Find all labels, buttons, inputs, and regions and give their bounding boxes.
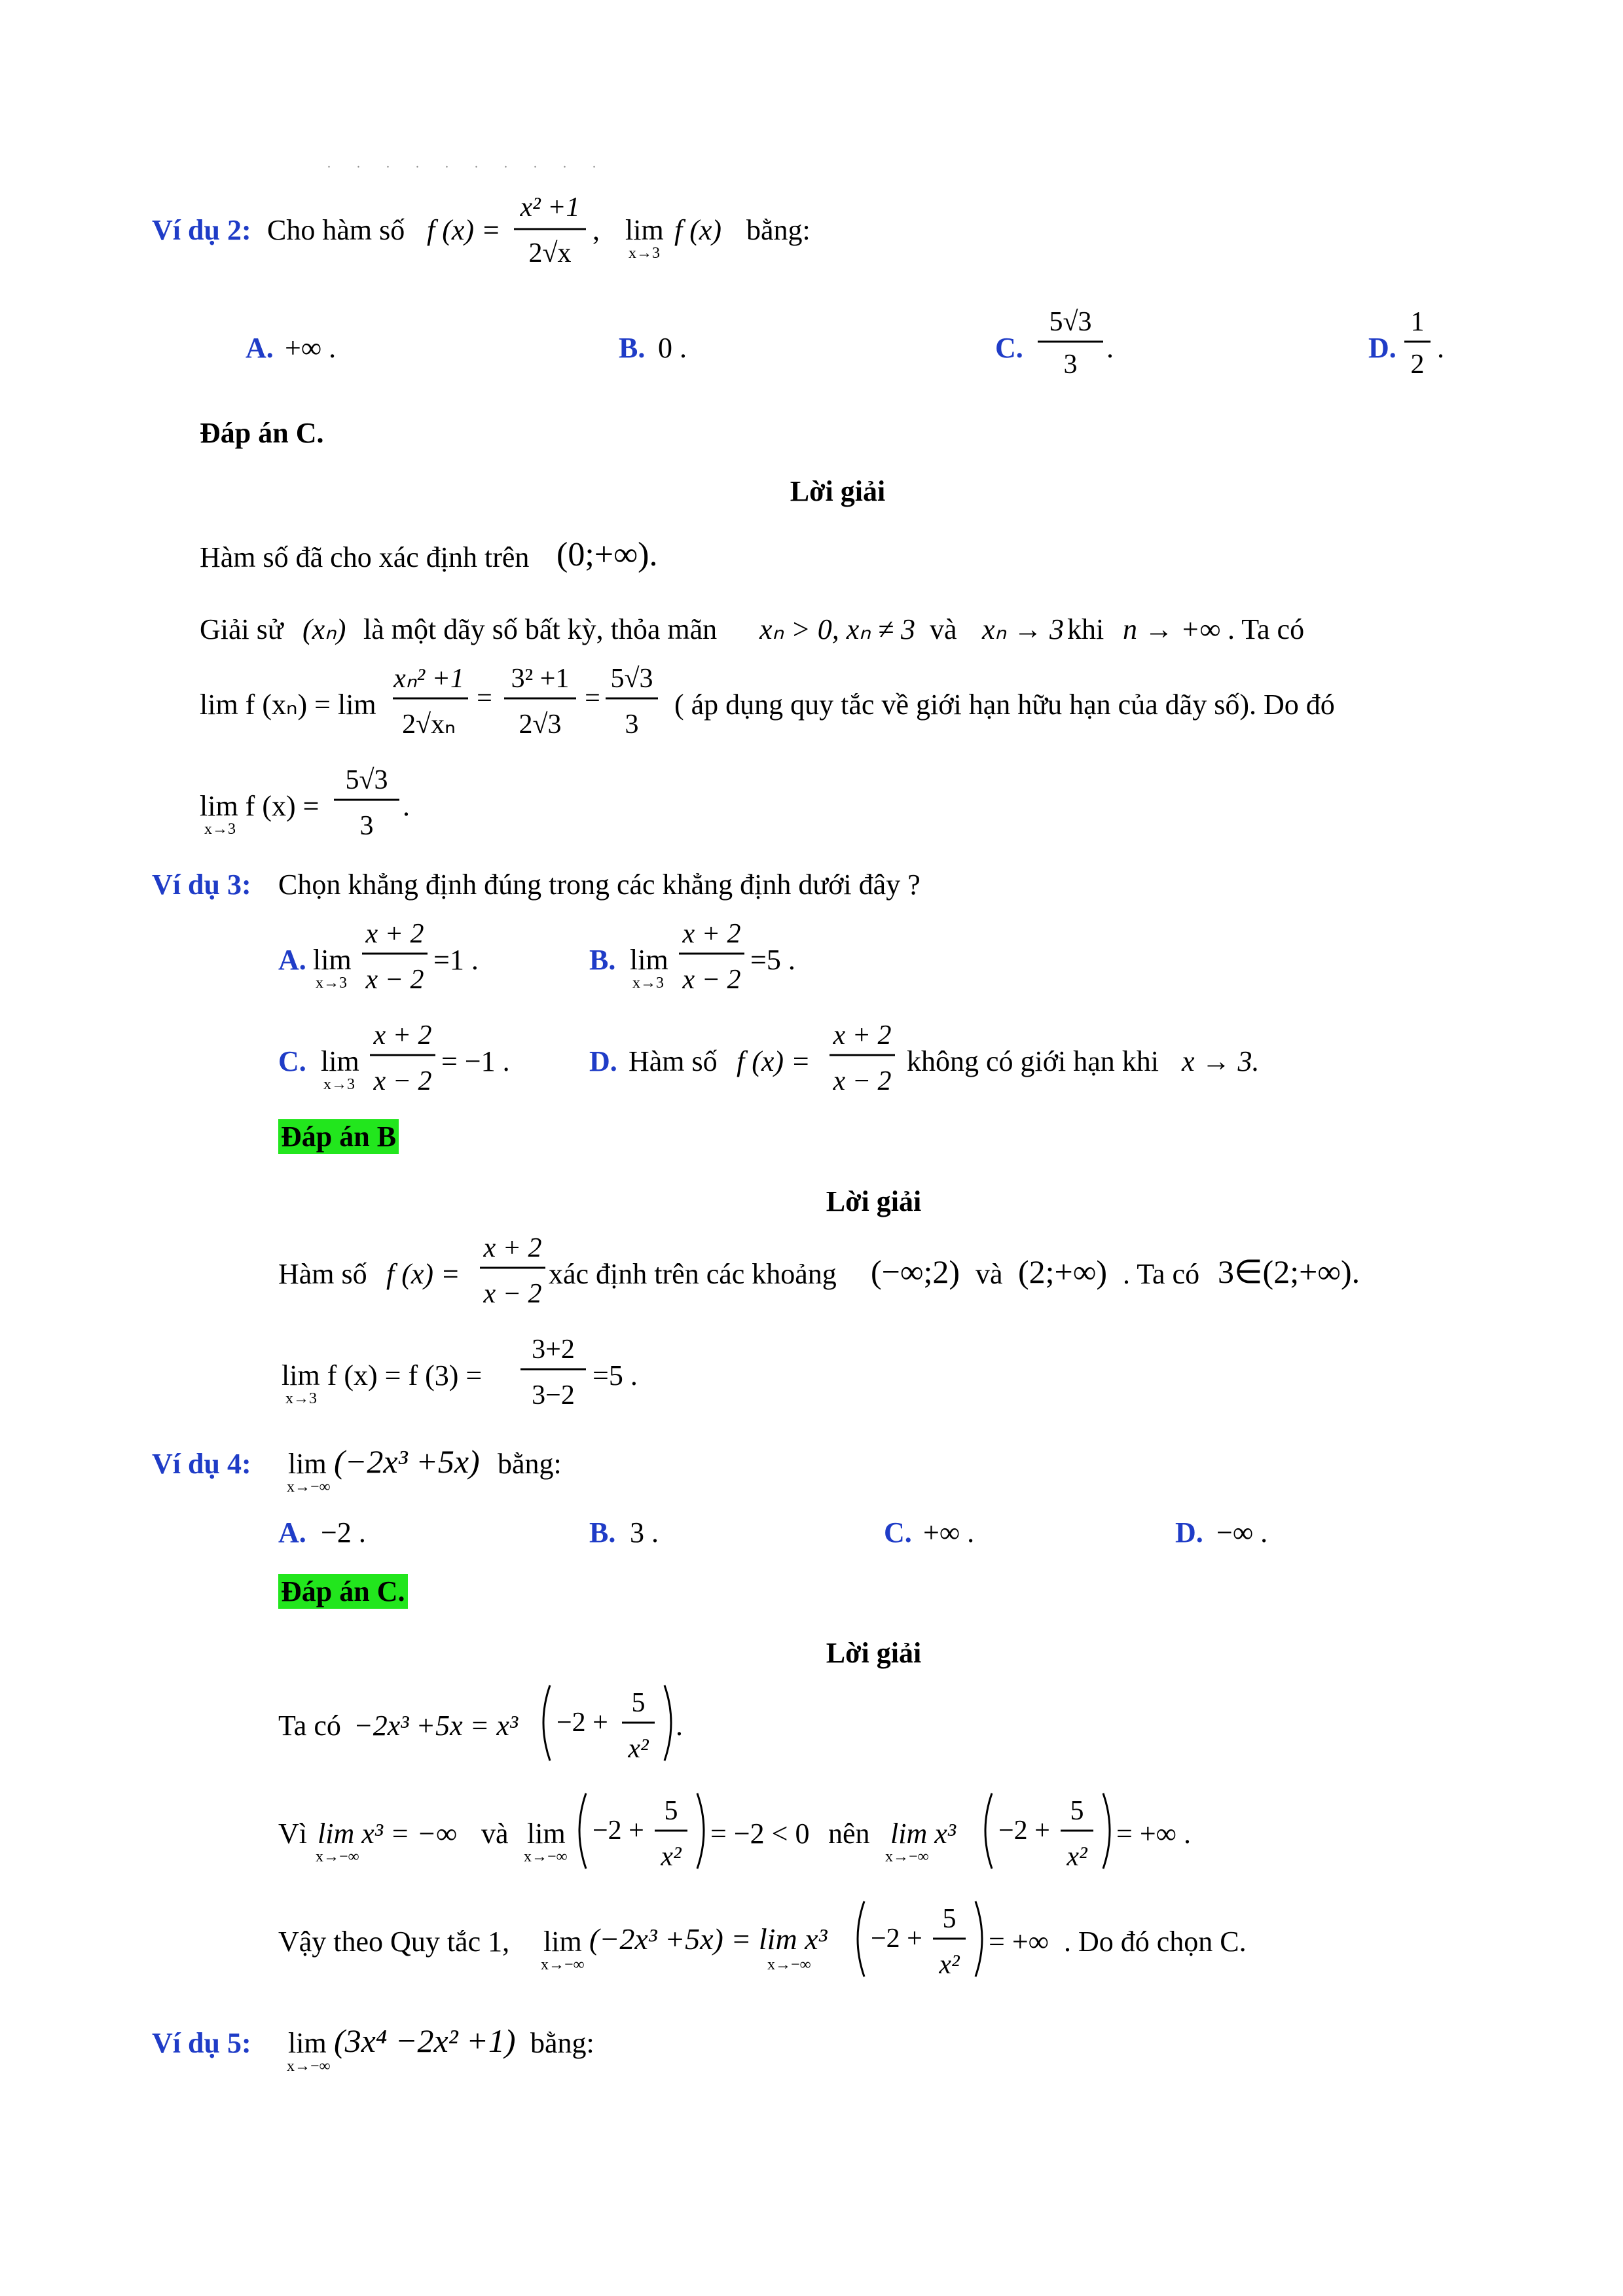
ex4-tail: bằng:: [498, 1448, 562, 1480]
ex3-opt-b-lim: lim: [630, 944, 668, 976]
ex2-sol-line4-sub: x→3: [204, 821, 236, 838]
ex4-opt-b: 3 .: [630, 1516, 659, 1549]
ex3-sol-line1-c: và: [976, 1258, 1003, 1290]
ex3-sol-line1-fraction: [477, 1227, 549, 1312]
ex3-opt-c-fraction: [367, 1014, 439, 1100]
ex4-sol-line1-end: .: [676, 1710, 683, 1742]
ex2-lim-sub: x→3: [629, 245, 660, 262]
ex3-opt-a-label: A.: [278, 944, 306, 976]
ex2-opt-d-label: D.: [1368, 332, 1396, 364]
ex2-sol-line2-e: và: [930, 613, 957, 645]
ex4-opt-c-label: C.: [884, 1516, 912, 1549]
ex3-opt-b-den: x − 2: [682, 965, 741, 995]
ex4-sol-line2-num2: 5: [1070, 1796, 1084, 1826]
ex2-sol-line4-lhs: lim f (x) =: [200, 790, 319, 822]
ex2-frac-num: x² +1: [520, 192, 580, 223]
ex3-sol-line2-num: 3+2: [532, 1335, 575, 1365]
ex2-opt-c-fraction: [1034, 301, 1106, 386]
ex2-sol-frac1-den: 2√xₙ: [402, 709, 456, 740]
ex4-sol-line3-den: x²: [939, 1950, 960, 1980]
ex2-sol-line4-dot: .: [403, 790, 410, 822]
ex4-sol-line3-c: (−2x³ +5x) = lim x³: [589, 1922, 828, 1956]
ex4-sol-line3-e: = +∞: [989, 1926, 1049, 1958]
ex2-sol-frac2-num: 3² +1: [511, 664, 570, 694]
ex3-opt-c-sub: x→3: [323, 1076, 355, 1093]
ex4-sol-line3-bracket: [851, 1898, 995, 1983]
ex3-sol-line1-a: Hàm số: [278, 1258, 367, 1290]
ex3-sol-line2-rhs: =5 .: [593, 1359, 638, 1391]
ex4-opt-a-label: A.: [278, 1516, 306, 1549]
ex3-opt-b-num: x + 2: [682, 919, 741, 949]
ex4-sol-line2-den2: x²: [1067, 1842, 1087, 1872]
ex3-text: Chọn khẳng định đúng trong các khẳng định dưới đây ?: [278, 869, 921, 901]
ex2-sol-frac1-num: xₙ² +1: [393, 664, 464, 694]
ex4-opt-a: −2 .: [321, 1516, 366, 1549]
ex3-solution-title: Lời giải: [826, 1185, 922, 1217]
ex4-sol-line2-i: −2 +: [998, 1816, 1050, 1846]
ex2-sol-line2-d: xₙ > 0, xₙ ≠ 3: [759, 613, 915, 645]
ex4-answer: [278, 1577, 408, 1606]
ex3-opt-d-fraction: [826, 1014, 898, 1100]
ex4-sol-line3-b: lim: [543, 1926, 582, 1958]
ex4-opt-c: +∞ .: [923, 1516, 975, 1549]
ex3-sol-line1-i2: (2;+∞): [1018, 1253, 1108, 1290]
ex4-lim: lim: [288, 1448, 327, 1480]
ex4-sol-line2-a: Vì: [278, 1818, 307, 1850]
ex4-sol-line3-sub2: x→−∞: [767, 1956, 811, 1973]
ex3-opt-d-label: D.: [589, 1045, 617, 1077]
ex4-sol-line3-a: Vậy theo Quy tắc 1,: [278, 1926, 510, 1958]
ex3-opt-a-rhs: =1 .: [433, 944, 479, 976]
ex2-opt-d-num: 1: [1410, 307, 1425, 337]
ex3-opt-a-num: x + 2: [365, 919, 424, 949]
ex2-sol-line2-g: khi: [1067, 613, 1104, 645]
ex4-sol-line1-num: 5: [631, 1688, 646, 1718]
ex2-answer: Đáp án C.: [200, 417, 324, 449]
ex3-opt-d-func: f (x) =: [737, 1045, 811, 1077]
ex3-opt-d-cond: x → 3.: [1182, 1045, 1260, 1077]
ex2-opt-d-den: 2: [1410, 350, 1425, 380]
ex3-opt-b-fraction: [676, 913, 748, 998]
ex3-answer: [278, 1122, 399, 1151]
ex3-sol-line1-den: x − 2: [483, 1279, 542, 1309]
ex4-sol-line3-d: −2 +: [871, 1924, 922, 1954]
ex3-sol-line2-sub: x→3: [285, 1390, 317, 1407]
ex3-opt-d-text: Hàm số: [629, 1045, 718, 1077]
ex4-sol-line2-bracket2: [979, 1790, 1123, 1875]
ex4-sol-line2-sub3: x→−∞: [885, 1848, 929, 1865]
ex2-opt-b: 0 .: [658, 332, 687, 364]
ex2-sol-frac3-num: 5√3: [610, 664, 653, 694]
ex2-sol-line4-num: 5√3: [345, 765, 388, 795]
ex2-comma: ,: [593, 214, 600, 246]
ex5-expr: (3x⁴ −2x² +1): [334, 2022, 516, 2059]
ex3-sol-line2-den: 3−2: [532, 1380, 575, 1410]
ex3-sol-line1-num: x + 2: [483, 1233, 542, 1263]
ex2-opt-a: +∞ .: [285, 332, 337, 364]
ex2-opt-c-num: 5√3: [1049, 307, 1092, 337]
ex2-sol-line2-c: là một dãy số bất kỳ, thỏa mãn: [363, 613, 718, 645]
ex2-sol-line2-a: Giải sử: [200, 613, 283, 645]
ex4-sol-line2-f: = −2 < 0: [710, 1818, 810, 1850]
ex3-opt-d-tail: không có giới hạn khi: [907, 1045, 1159, 1077]
ex2-opt-c-dot: .: [1106, 332, 1114, 364]
ex3-sol-line1-d: . Ta có: [1123, 1258, 1200, 1290]
ex3-label: Ví dụ 3:: [152, 869, 251, 901]
ex5-lim: lim: [288, 2027, 327, 2059]
ex4-sol-line2-b: lim x³ = −∞: [318, 1818, 457, 1850]
ex2-label: Ví dụ 2:: [152, 214, 251, 246]
ex4-sol-line2-e: −2 +: [593, 1816, 644, 1846]
ex4-sol-line3-num: 5: [942, 1904, 957, 1934]
ex3-opt-c-num: x + 2: [373, 1020, 432, 1050]
ex3-sol-line2-fraction: [517, 1329, 589, 1414]
ex4-sol-line1-b: −2x³ +5x = x³: [354, 1710, 519, 1742]
ex3-opt-a-fraction: [359, 913, 431, 998]
ex2-opt-c-den: 3: [1063, 350, 1078, 380]
ex4-sol-line1-a: Ta có: [278, 1710, 341, 1742]
ex2-func: f (x) =: [427, 214, 501, 246]
ex2-frac-den: 2√x: [528, 238, 572, 268]
ex4-sub: x→−∞: [287, 1479, 331, 1496]
ex5-tail: bằng:: [530, 2027, 594, 2059]
ex3-opt-a-sub: x→3: [316, 975, 347, 992]
ex2-lim-func: f (x): [674, 214, 722, 246]
ex4-sol-line2-bracket1: [573, 1790, 717, 1875]
ex4-sol-line3-f: . Do đó chọn C.: [1064, 1926, 1247, 1958]
ex3-opt-c-den: x − 2: [373, 1066, 432, 1096]
ex2-sol-line4-fraction: [331, 759, 403, 844]
ex3-opt-c-label: C.: [278, 1045, 306, 1077]
ex4-sol-line2-h: lim x³: [890, 1818, 956, 1850]
ex3-opt-b-rhs: =5 .: [750, 944, 795, 976]
ex4-solution-title: Lời giải: [826, 1637, 922, 1669]
ex5-label: Ví dụ 5:: [152, 2027, 251, 2059]
ex2-sol-line2-f: xₙ → 3: [982, 613, 1065, 645]
ex4-opt-b-label: B.: [589, 1516, 616, 1549]
ex3-opt-d-den: x − 2: [833, 1066, 892, 1096]
ex3-answer-highlight: Đáp án B: [278, 1119, 399, 1154]
ex3-opt-d-num: x + 2: [833, 1020, 892, 1050]
ex4-sol-line3-sub1: x→−∞: [541, 1956, 585, 1973]
ex4-sol-line1-bracket: [537, 1682, 687, 1767]
ex2-lim: lim: [625, 214, 664, 246]
ex3-opt-c-lim: lim: [321, 1045, 359, 1077]
ex2-tail: bằng:: [746, 214, 811, 246]
ex4-sol-line2-d: lim: [527, 1818, 566, 1850]
ex4-sol-line2-g: nên: [828, 1818, 870, 1850]
ex4-opt-d: −∞ .: [1216, 1516, 1268, 1549]
ex2-sol-line2-i: . Ta có: [1228, 613, 1305, 645]
ex4-sol-line2-sub2: x→−∞: [524, 1848, 568, 1865]
ex4-sol-line1-c: −2 +: [556, 1708, 608, 1738]
ex2-opt-b-label: B.: [619, 332, 646, 364]
svg-text:=: =: [477, 683, 492, 713]
ex2-opt-d-dot: .: [1437, 332, 1444, 364]
ex3-sol-line1-i1: (−∞;2): [871, 1253, 960, 1290]
ex3-opt-b-sub: x→3: [632, 975, 664, 992]
ex2-sol-frac2-den: 2√3: [519, 709, 562, 740]
ex4-answer-highlight: Đáp án C.: [278, 1574, 408, 1609]
svg-text:=: =: [585, 683, 600, 713]
ex3-sol-line1-e: 3∈(2;+∞).: [1218, 1253, 1360, 1290]
ex2-opt-d-fraction: [1401, 301, 1434, 386]
ex2-sol-frac3-den: 3: [625, 709, 639, 740]
ex3-opt-a-den: x − 2: [365, 965, 424, 995]
ex2-solution-title: Lời giải: [790, 475, 886, 507]
ex5-sub: x→−∞: [287, 2058, 331, 2075]
ex3-opt-a-lim: lim: [313, 944, 352, 976]
ex3-sol-line2-lhs: lim f (x) = f (3) =: [282, 1359, 483, 1391]
ex3-opt-c-rhs: = −1 .: [441, 1045, 510, 1077]
ex4-sol-line2-sub1: x→−∞: [316, 1848, 359, 1865]
ex2-opt-c-label: C.: [995, 332, 1023, 364]
ex2-opt-a-label: A.: [246, 332, 274, 364]
ex4-sol-line2-c: và: [481, 1818, 509, 1850]
ex2-sol-line2-h: n → +∞: [1123, 613, 1221, 645]
ex4-opt-d-label: D.: [1175, 1516, 1203, 1549]
ex2-sol-line3-fractions: [390, 658, 665, 749]
ex2-sol-line1-interval: (0;+∞).: [556, 536, 658, 573]
ex4-sol-line2-num1: 5: [664, 1796, 678, 1826]
ex4-sol-line2-j: = +∞ .: [1116, 1818, 1191, 1850]
ex2-sol-line3-lhs: lim f (xₙ) = lim: [200, 689, 376, 721]
ex4-sol-line1-den: x²: [628, 1734, 649, 1764]
ex3-opt-b-label: B.: [589, 944, 616, 976]
ex4-label: Ví dụ 4:: [152, 1448, 251, 1480]
ex4-sol-line2-den1: x²: [661, 1842, 682, 1872]
top-fragment: ..........: [327, 156, 622, 171]
ex2-sol-line3-note: ( áp dụng quy tắc về giới hạn hữu hạn của dãy số). Do đó: [674, 689, 1335, 721]
ex2-text: Cho hàm số: [267, 214, 405, 246]
ex2-sol-line2-b: (xₙ): [302, 613, 346, 645]
ex2-fraction: [511, 190, 589, 275]
ex3-sol-line1-func: f (x) =: [386, 1258, 460, 1290]
ex4-expr: (−2x³ +5x): [334, 1443, 480, 1480]
ex3-sol-line1-b: xác định trên các khoảng: [549, 1258, 837, 1290]
ex2-sol-line4-den: 3: [359, 811, 374, 841]
ex2-sol-line1: Hàm số đã cho xác định trên: [200, 541, 530, 573]
